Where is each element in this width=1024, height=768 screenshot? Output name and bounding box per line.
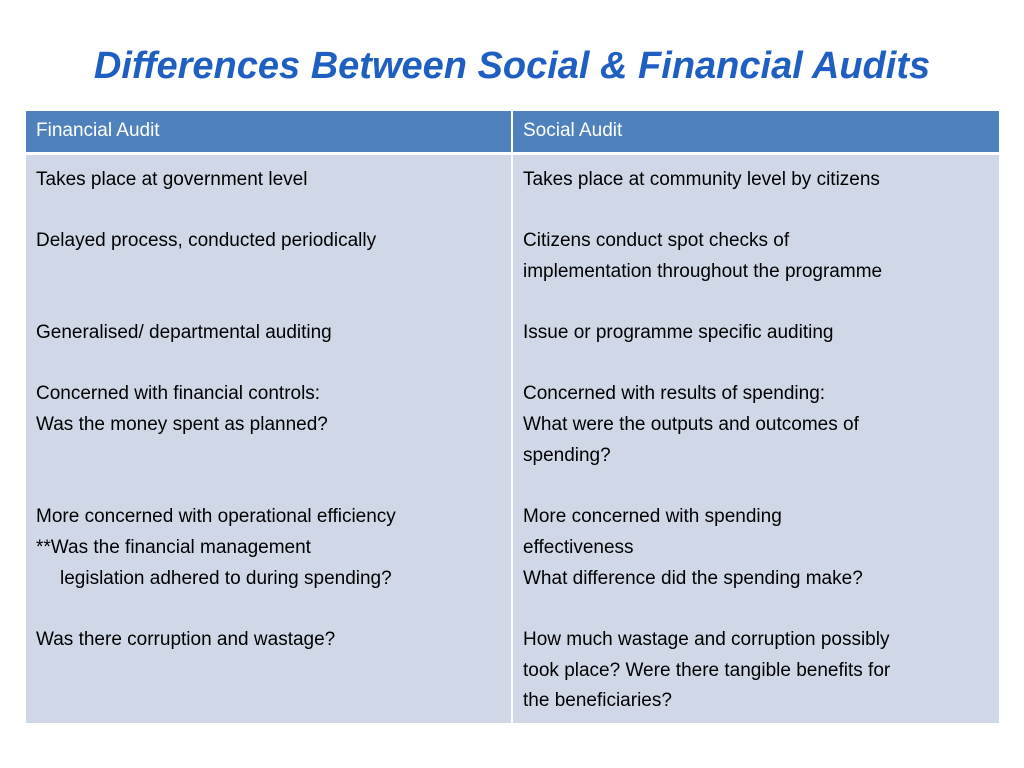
financial-item-5 <box>36 502 501 594</box>
financial-item-2 <box>36 226 501 257</box>
text-line: Was there corruption and wastage? <box>36 628 336 650</box>
financial-audit-cell <box>26 153 512 723</box>
table-body-row <box>26 153 999 723</box>
text-line: More concerned with spending <box>523 506 782 528</box>
social-item-6 <box>523 625 989 717</box>
text-line: Delayed process, conducted periodically <box>36 229 377 251</box>
text-line: Concerned with results of spending: <box>523 383 826 405</box>
financial-item-6 <box>36 625 501 656</box>
comparison-table <box>26 111 999 723</box>
text-line: How much wastage and corruption possibly <box>523 628 890 650</box>
text-line: the beneficiaries? <box>523 690 672 712</box>
social-item-3 <box>523 318 989 349</box>
text-line: Concerned with financial controls: <box>36 383 321 405</box>
text-line: effectiveness <box>523 536 634 558</box>
social-item-5 <box>523 502 989 594</box>
financial-item-3 <box>36 318 501 349</box>
text-line: Takes place at community level by citizens <box>523 168 880 190</box>
text-line: took place? Were there tangible benefits for <box>523 659 891 681</box>
header-financial-audit: Financial Audit <box>26 111 512 153</box>
text-line: spending? <box>523 444 611 466</box>
text-line: Was the money spent as planned? <box>36 414 328 436</box>
financial-item-4 <box>36 379 501 440</box>
text-line: Generalised/ departmental auditing <box>36 321 332 343</box>
social-item-4 <box>523 379 989 471</box>
slide-title: Differences Between Social & Financial Audits <box>93 45 931 87</box>
text-line: What difference did the spending make? <box>523 567 863 589</box>
social-item-1 <box>523 165 989 196</box>
text-line: Takes place at government level <box>36 168 308 190</box>
text-line: Citizens conduct spot checks of <box>523 229 790 251</box>
text-line: implementation throughout the programme <box>523 260 883 282</box>
financial-item-1 <box>36 165 501 196</box>
text-line: More concerned with operational efficiency <box>36 506 396 528</box>
text-line: What were the outputs and outcomes of <box>523 414 859 436</box>
text-line: legislation adhered to during spending? <box>60 567 392 589</box>
header-social-audit: Social Audit <box>512 111 999 153</box>
table-header-row <box>26 111 999 153</box>
text-line: Issue or programme specific auditing <box>523 321 834 343</box>
text-line: **Was the financial management <box>36 536 311 558</box>
social-item-2 <box>523 226 989 287</box>
social-audit-cell <box>512 153 999 723</box>
